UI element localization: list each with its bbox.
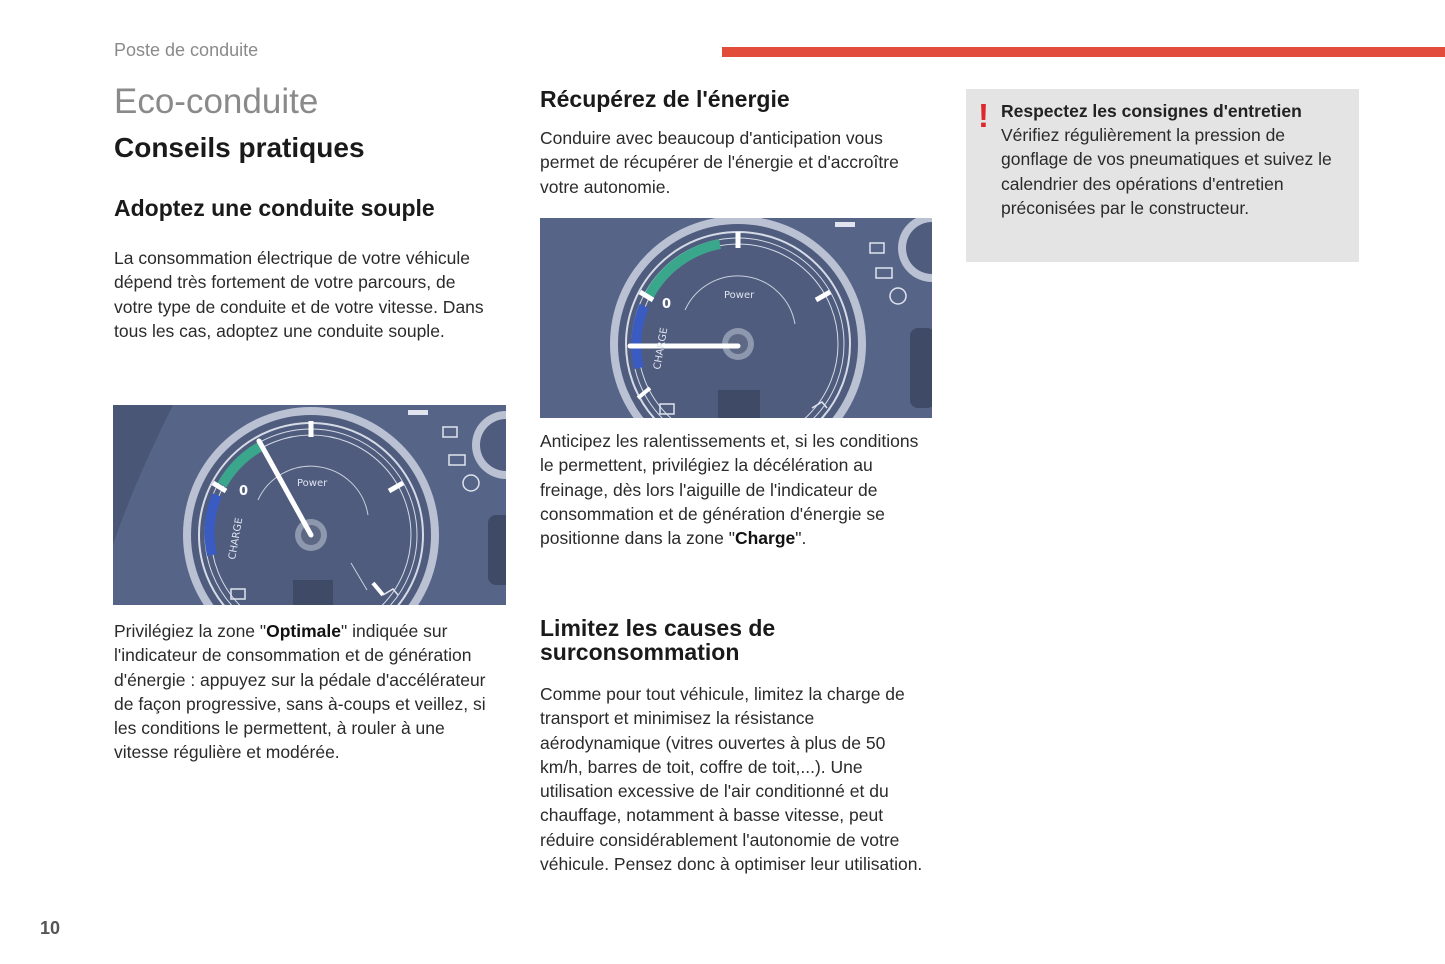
paragraph-recuperez-energie: Conduire avec beaucoup d'anticipation vous permet de récupérer de l'énergie et d'accroître votre autonomie. — [540, 128, 899, 197]
section-label: Poste de conduite — [114, 40, 259, 60]
warning-title: Respectez les consignes d'entretien — [1001, 101, 1302, 121]
charge-highlight: Charge — [734, 528, 796, 549]
header-accent-bar — [722, 47, 1445, 57]
warning-text: Vérifiez régulièrement la pression de gonflage de vos pneumatiques et suivez le calendrier des opérations d'entretien préconisées par le constructeur. — [1001, 125, 1332, 218]
heading-conduite-souple: Adoptez une conduite souple — [114, 195, 435, 221]
gauge-zero-label: 0 — [239, 484, 249, 499]
gauge-power-label: Power — [297, 478, 328, 489]
page-subtitle: Conseils pratiques — [114, 132, 365, 163]
warning-exclamation-icon: ! — [978, 97, 989, 134]
paragraph-surconsommation: Comme pour tout véhicule, limitez la charge de transport et minimisez la résistance aérodynamique (vitres ouvertes à plus de 50 km/h, barres de toit, coffre de toit,...). Une utilisation excessive de l'air conditionné et du chauffage, notamment à basse vitesse, peut réduire considérablement l'autonomie de votre véhicule. Pensez donc à optimiser leur utilisation. — [540, 684, 923, 875]
page-number: 10 — [40, 918, 61, 938]
gauge-zero-label-2: 0 — [662, 297, 672, 312]
heading-recuperez-energie: Récupérez de l'énergie — [540, 86, 790, 112]
gauge-power-label-2: Power — [724, 290, 755, 301]
caption-optimale: Privilégiez la zone "Optimale" indiquée sur l'indicateur de consommation et de génération d'énergie : appuyez sur la pédale d'accélérateur de façon progressive, sans à-coups et veillez, si les conditions le permettent, à rouler à une vitesse régulière et modérée. — [114, 621, 486, 763]
gauge-image-charge — [540, 218, 932, 418]
heading-surconsommation: Limitez les causes de surconsommation — [540, 615, 776, 665]
optimale-highlight: Optimale — [266, 621, 342, 641]
gauge-charge-label: CHARGE — [227, 516, 246, 561]
gauge-image-optimale — [113, 405, 506, 605]
page-title: Eco-conduite — [114, 82, 319, 121]
gauge-charge-label-2: CHARGE — [652, 326, 671, 371]
caption-charge: Anticipez les ralentissements et, si les conditions le permettent, privilégiez la décélération au freinage, dès lors l'aiguille de l'indicateur de consommation et de génération d'énergie se positionne dans la zone "Charge". — [540, 431, 919, 549]
paragraph-conduite-souple: La consommation électrique de votre véhicule dépend très fortement de votre parcours, de votre type de conduite et de votre vitesse. Dans tous les cas, adoptez une conduite souple. — [114, 248, 484, 341]
